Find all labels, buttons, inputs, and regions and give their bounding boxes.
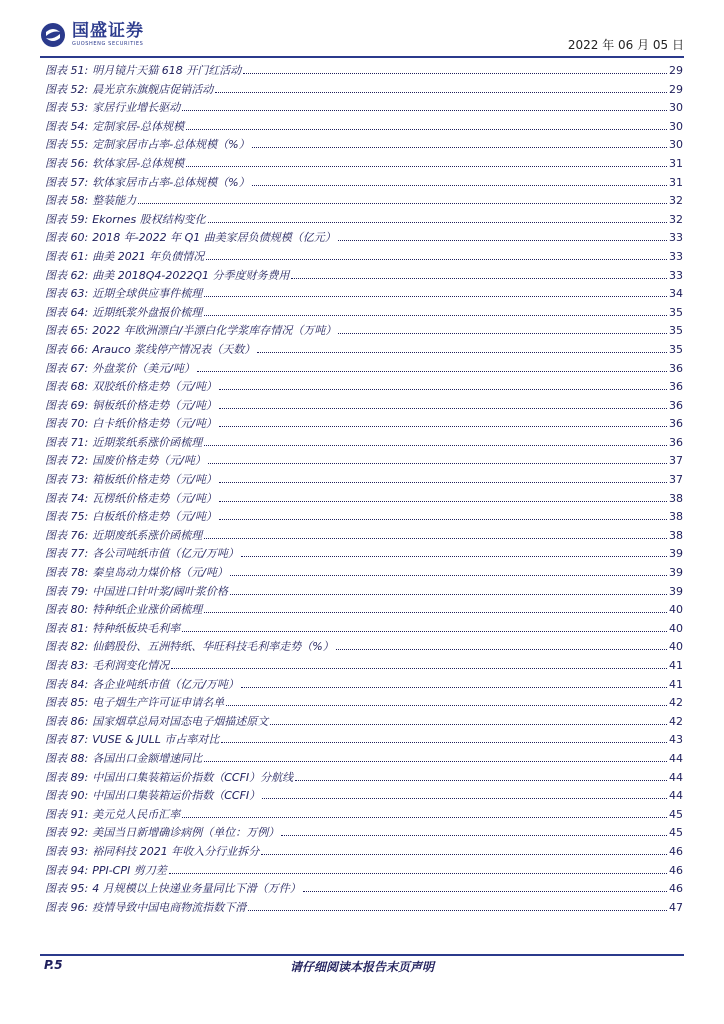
toc-entry[interactable] [45,508,683,527]
toc-entry-page: 30 [669,138,683,152]
toc-entry[interactable] [45,862,683,881]
toc-entry-title: 国家烟草总局对国态电子烟描述原文 [92,714,269,728]
footer-disclaimer: 请仔细阅读本报告末页声明 [289,960,434,974]
toc-entry-page: 38 [669,528,683,542]
toc-entry-title: 双胶纸价格走势（元/吨） [92,380,217,394]
toc-entry-label: 图表 78: [45,566,89,580]
toc-entry-label: 图表 83: [45,659,89,672]
toc-entry-page: 30 [669,119,683,133]
toc-dot-leader [219,481,667,483]
toc-entry-page: 33 [669,231,683,245]
toc-entry-title: 中国出口集装箱运价指数（CCFI） [92,789,261,803]
toc-entry[interactable] [45,81,683,100]
toc-dot-leader [338,239,667,241]
toc-entry-label: 图表 76: [45,528,89,542]
toc-dot-leader [336,648,667,650]
toc-entry-title: 4 月规模以上快递业务量同比下滑（万件） [92,882,301,896]
toc-entry-label: 图表 71: [45,435,89,449]
toc-dot-leader [204,314,667,316]
toc-entry[interactable] [45,676,683,695]
toc-entry-title: 定制家居-总体规模 [92,119,185,133]
toc-entry-page: 40 [669,640,683,654]
toc-entry-title: 近期全球供应事件梳理 [92,287,203,301]
toc-entry-page: 41 [669,677,683,691]
toc-entry-page: 37 [669,473,683,487]
toc-dot-leader [230,574,667,576]
toc-entry-label: 图表 88: [45,751,89,765]
toc-entry-title: 近期浆纸系涨价函梳理 [92,435,203,449]
toc-dot-leader [219,425,667,427]
toc-entry-page: 39 [669,547,683,561]
toc-entry-title: 近期废纸系涨价函梳理 [92,528,203,542]
toc-entry[interactable] [45,620,683,639]
toc-entry[interactable] [45,824,683,843]
toc-entry-page: 43 [669,733,683,747]
toc-dot-leader [295,779,667,781]
toc-dot-leader [248,909,667,911]
toc-entry-page: 37 [669,454,683,468]
toc-entry-title: 2018 年-2022 年 Q1 曲美家居负债规模（亿元） [92,231,336,245]
toc-entry-title: PPI-CPI 剪刀差 [92,863,167,877]
toc-entry-page: 34 [669,287,683,301]
toc-entry-title: 美国当日新增确诊病例（单位：万例） [92,826,280,840]
toc-entry[interactable] [45,136,683,155]
toc-entry-label: 图表 70: [45,417,89,431]
toc-entry-title: 白卡纸价格走势（元/吨） [92,417,217,431]
toc-dot-leader [186,128,667,130]
toc-entry-label: 图表 60: [45,231,89,245]
toc-entry[interactable] [45,694,683,713]
toc-entry-page: 46 [669,863,683,877]
toc-entry-title: 裕同科技 2021 年收入分行业拆分 [92,844,260,858]
toc-dot-leader [252,146,667,148]
toc-entry-title: Ekornes 股权结构变化 [92,212,206,226]
toc-entry-label: 图表 63: [45,287,89,301]
toc-entry-label: 图表 74: [45,491,89,505]
toc-entry[interactable] [45,285,683,304]
toc-entry[interactable] [45,322,683,341]
toc-entry[interactable] [45,657,683,676]
toc-dot-leader [171,667,667,669]
toc-entry-label: 图表 73: [45,473,89,487]
toc-entry-label: 图表 66: [45,342,89,356]
toc-dot-leader [230,593,667,595]
toc-entry[interactable] [45,880,683,899]
toc-entry-label: 图表 55: [45,138,89,152]
toc-entry-page: 33 [669,249,683,263]
toc-entry-title: 白板纸价格走势（元/吨） [92,510,217,524]
toc-dot-leader [182,630,667,632]
toc-entry-label: 图表 62: [45,268,89,282]
toc-entry-label: 图表 81: [45,621,89,635]
toc-entry-label: 图表 61: [45,249,89,263]
toc-dot-leader [221,741,667,743]
toc-entry-title: 定制家居市占率-总体规模（%） [92,138,250,152]
toc-entry-page: 44 [669,789,683,803]
toc-entry-title: 晨光京东旗舰店促销活动 [92,82,214,96]
toc-entry-label: 图表 95: [45,882,89,896]
toc-dot-leader [186,165,667,167]
toc-entry-page: 36 [669,380,683,394]
toc-entry-label: 图表 92: [45,826,89,840]
toc-entry[interactable] [45,452,683,471]
toc-dot-leader [338,332,667,334]
toc-entry-title: 软体家居-总体规模 [92,156,185,170]
toc-entry-title: 中国进口针叶浆/阔叶浆价格 [92,584,228,598]
toc-entry-page: 31 [669,175,683,189]
toc-dot-leader [243,72,667,74]
toc-dot-leader [241,686,667,688]
toc-entry[interactable] [45,899,683,918]
toc-dot-leader [182,816,667,818]
toc-entry-label: 图表 86: [45,714,89,728]
toc-entry[interactable] [45,731,683,750]
toc-dot-leader [281,834,667,836]
toc-entry-title: 特种纸企业涨价函梳理 [92,603,203,617]
toc-entry-page: 42 [669,714,683,728]
toc-dot-leader [219,388,667,390]
toc-entry[interactable] [45,564,683,583]
toc-entry-title: 电子烟生产许可证申请名单 [92,696,225,710]
toc-entry-title: 各企业吨纸市值（亿元/万吨） [92,677,239,691]
footer-divider [40,954,684,956]
toc-entry-page: 32 [669,212,683,226]
toc-entry[interactable] [45,397,683,416]
toc-dot-leader [204,444,667,446]
toc-entry-page: 39 [669,566,683,580]
toc-entry-label: 图表 85: [45,696,89,710]
toc-dot-leader [291,277,667,279]
toc-entry-title: 外盘浆价（美元/吨） [92,361,195,375]
toc-entry-label: 图表 58: [45,194,89,208]
toc-dot-leader [204,295,667,297]
toc-entry[interactable] [45,62,683,81]
toc-dot-leader [257,351,667,353]
toc-entry[interactable] [45,229,683,248]
toc-entry-page: 30 [669,101,683,115]
toc-entry-page: 46 [669,882,683,896]
toc-entry-label: 图表 93: [45,844,89,858]
toc-entry-page: 35 [669,324,683,338]
toc-entry-label: 图表 51: [45,64,89,77]
toc-entry-label: 图表 87: [45,733,89,747]
toc-entry-label: 图表 65: [45,324,89,338]
toc-entry-label: 图表 91: [45,807,89,821]
toc-entry-title: 各国出口金额增速同比 [92,751,203,765]
toc-entry-page: 36 [669,398,683,412]
toc-entry-page: 41 [669,659,683,672]
toc-dot-leader [208,221,667,223]
toc-entry[interactable] [45,471,683,490]
toc-entry[interactable] [45,415,683,434]
toc-entry-page: 29 [669,82,683,96]
toc-entry-title: 秦皇岛动力煤价格（元/吨） [92,566,228,580]
guosheng-logo-icon [40,22,66,48]
toc-dot-leader [219,518,667,520]
toc-entry[interactable] [45,378,683,397]
toc-entry-title: 曲美 2021 年负债情况 [92,249,205,263]
toc-dot-leader [270,723,667,725]
toc-entry-title: 曲美 2018Q4-2022Q1 分季度财务费用 [92,268,290,282]
toc-entry[interactable] [45,118,683,137]
toc-dot-leader [215,91,667,93]
toc-entry-label: 图表 96: [45,900,89,914]
toc-entry-page: 36 [669,417,683,431]
toc-entry-label: 图表 64: [45,305,89,319]
toc-entry-title: 仙鹤股份、五洲特纸、华旺科技毛利率走势（%） [92,640,334,654]
toc-entry-label: 图表 94: [45,863,89,877]
toc-entry-title: Arauco 浆线停产情况表（天数） [92,342,256,356]
page-number: P.5 [44,958,63,972]
toc-dot-leader [204,537,667,539]
toc-entry[interactable] [45,843,683,862]
toc-dot-leader [241,555,667,557]
toc-entry-page: 33 [669,268,683,282]
toc-entry-label: 图表 68: [45,380,89,394]
toc-entry[interactable] [45,267,683,286]
toc-entry-page: 47 [669,900,683,914]
toc-entry[interactable] [45,527,683,546]
toc-entry-label: 图表 75: [45,510,89,524]
toc-entry-title: 特种纸板块毛利率 [92,621,181,635]
figure-list [45,62,683,917]
toc-entry[interactable] [45,360,683,379]
toc-entry-title: 毛利润变化情况 [92,659,170,672]
company-name-cn: 国盛证券 [72,21,144,41]
toc-entry-label: 图表 54: [45,119,89,133]
toc-entry-page: 46 [669,844,683,858]
toc-entry-label: 图表 90: [45,789,89,803]
toc-entry[interactable] [45,174,683,193]
toc-dot-leader [138,202,667,204]
toc-entry[interactable] [45,713,683,732]
toc-entry[interactable] [45,341,683,360]
toc-entry[interactable] [45,434,683,453]
toc-entry-title: 箱板纸价格走势（元/吨） [92,473,217,487]
toc-dot-leader [206,258,667,260]
toc-entry-page: 44 [669,770,683,784]
toc-entry-label: 图表 67: [45,361,89,375]
toc-entry-page: 44 [669,751,683,765]
toc-dot-leader [219,407,667,409]
toc-entry-label: 图表 82: [45,640,89,654]
toc-entry-label: 图表 69: [45,398,89,412]
toc-entry-page: 35 [669,342,683,356]
toc-entry-page: 38 [669,510,683,524]
report-date: 2022 年 06 月 05 日 [567,38,684,52]
toc-entry-page: 38 [669,491,683,505]
toc-entry-title: 疫情导致中国电商物流指数下滑 [92,900,247,914]
toc-entry[interactable] [45,211,683,230]
toc-dot-leader [182,109,667,111]
header-divider [40,56,684,58]
toc-entry-label: 图表 79: [45,584,89,598]
toc-entry-title: 中国出口集装箱运价指数（CCFI）分航线 [92,770,294,784]
toc-entry-label: 图表 57: [45,175,89,189]
toc-entry-title: 整装能力 [92,194,137,208]
toc-entry-label: 图表 77: [45,547,89,561]
company-logo [40,22,144,52]
toc-dot-leader [197,370,667,372]
toc-entry-title: 各公司吨纸市值（亿元/万吨） [92,547,239,561]
toc-entry-page: 29 [669,64,683,77]
toc-entry[interactable] [45,192,683,211]
toc-entry-page: 32 [669,194,683,208]
toc-entry[interactable] [45,545,683,564]
toc-entry[interactable] [45,248,683,267]
toc-entry[interactable] [45,769,683,788]
toc-entry[interactable] [45,155,683,174]
toc-entry-label: 图表 56: [45,156,89,170]
page-header [0,0,724,60]
toc-entry-title: 美元兑人民币汇率 [92,807,181,821]
toc-entry-page: 31 [669,156,683,170]
toc-entry-title: 软体家居市占率-总体规模（%） [92,175,250,189]
toc-entry[interactable] [45,806,683,825]
toc-entry-label: 图表 72: [45,454,89,468]
toc-entry[interactable] [45,787,683,806]
company-name-en: GUOSHENG SECURITIES [72,41,144,47]
toc-entry-title: 2022 年欧洲漂白/半漂白化学浆库存情况（万吨） [92,324,337,338]
toc-dot-leader [204,611,667,613]
toc-entry-title: 近期纸浆外盘报价梳理 [92,305,203,319]
toc-entry[interactable] [45,490,683,509]
toc-entry-label: 图表 84: [45,677,89,691]
toc-dot-leader [208,462,667,464]
toc-entry-page: 39 [669,584,683,598]
toc-entry[interactable] [45,304,683,323]
toc-entry-label: 图表 80: [45,603,89,617]
toc-dot-leader [226,704,667,706]
toc-entry-label: 图表 52: [45,82,89,96]
toc-entry-page: 35 [669,305,683,319]
toc-entry-page: 40 [669,603,683,617]
toc-entry-title: 明月镜片天猫 618 开门红活动 [92,64,242,77]
toc-dot-leader [252,184,667,186]
toc-dot-leader [204,760,667,762]
toc-entry-label: 图表 89: [45,770,89,784]
toc-entry-label: 图表 59: [45,212,89,226]
toc-dot-leader [262,797,667,799]
toc-entry-page: 42 [669,696,683,710]
toc-entry[interactable] [45,99,683,118]
toc-entry[interactable] [45,583,683,602]
toc-dot-leader [169,872,667,874]
toc-entry[interactable] [45,750,683,769]
toc-dot-leader [261,853,667,855]
toc-entry-title: VUSE & JULL 市占率对比 [92,733,220,747]
toc-entry[interactable] [45,601,683,620]
toc-entry-page: 40 [669,621,683,635]
toc-entry-title: 铜板纸价格走势（元/吨） [92,398,217,412]
toc-dot-leader [219,500,667,502]
toc-entry[interactable] [45,638,683,657]
toc-entry-title: 家居行业增长驱动 [92,101,181,115]
toc-entry-page: 36 [669,435,683,449]
toc-entry-label: 图表 53: [45,101,89,115]
toc-entry-page: 36 [669,361,683,375]
toc-entry-title: 国废价格走势（元/吨） [92,454,206,468]
toc-entry-title: 瓦楞纸价格走势（元/吨） [92,491,217,505]
toc-dot-leader [303,890,667,892]
toc-entry-page: 45 [669,826,683,840]
toc-entry-page: 45 [669,807,683,821]
